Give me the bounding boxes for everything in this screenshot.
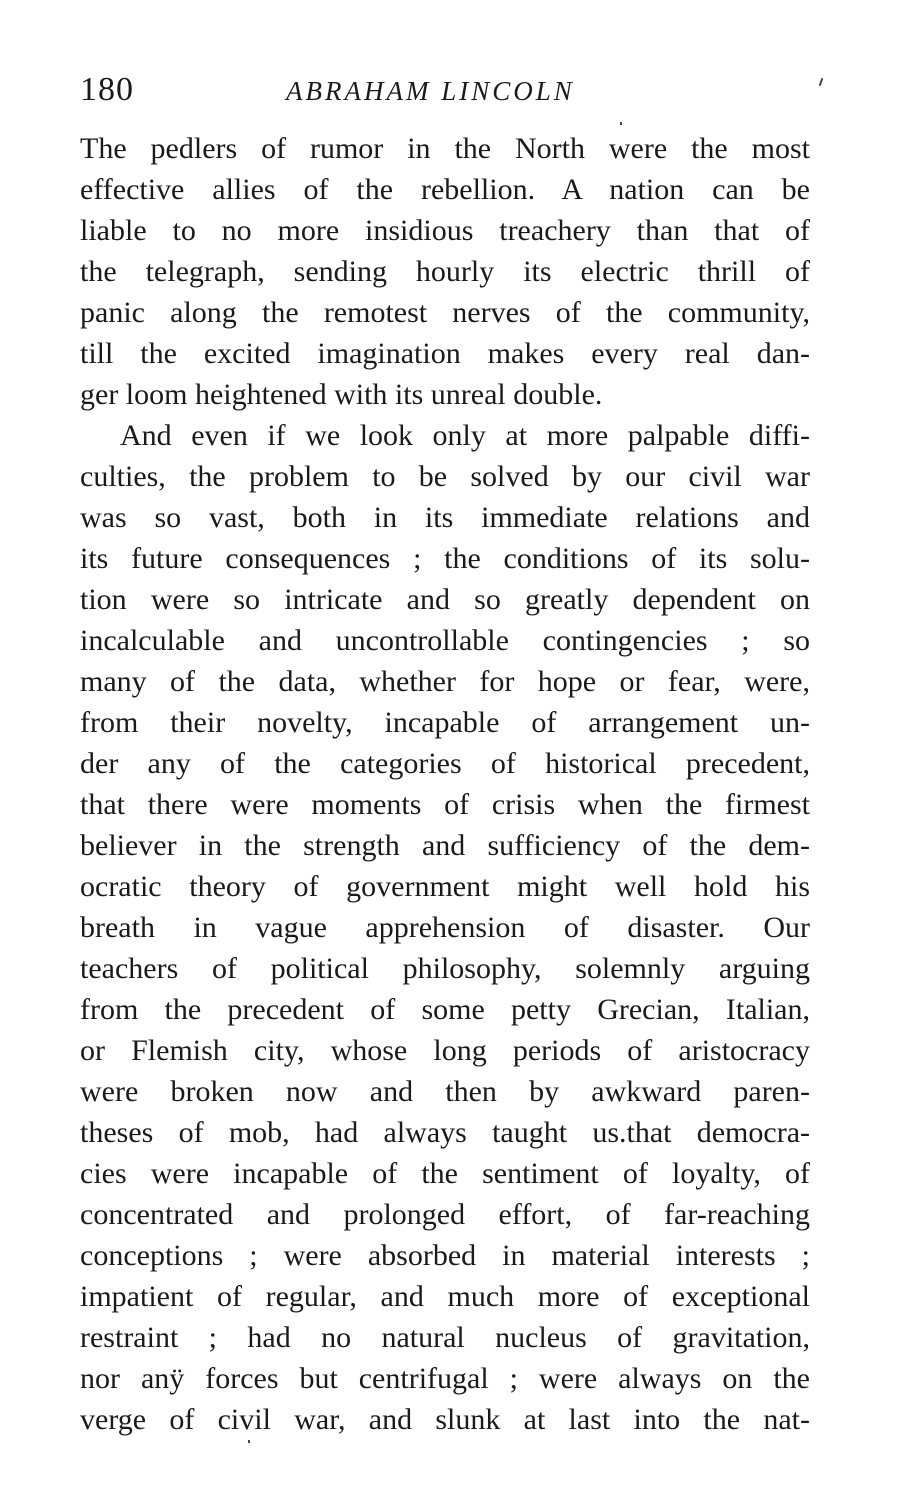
- text-line: theses of mob, had always taught us.that democra-: [80, 1116, 810, 1149]
- ink-speck: [620, 122, 622, 125]
- body-text: [80, 128, 810, 1440]
- text-line: its future consequences ; the conditions of its solu-: [80, 542, 810, 575]
- text-line: liable to no more insidious treachery than that of: [80, 214, 810, 247]
- text-line: from the precedent of some petty Grecian, Italian,: [80, 993, 810, 1026]
- text-line: ocratic theory of government might well hold his: [80, 870, 810, 903]
- text-line: concentrated and prolonged effort, of far-reaching: [80, 1198, 810, 1231]
- text-line: or Flemish city, whose long periods of aristocracy: [80, 1034, 810, 1067]
- page-header: [80, 70, 820, 114]
- page-number: 180: [80, 71, 134, 108]
- text-line: effective allies of the rebellion. A nation can be: [80, 173, 810, 206]
- text-line: culties, the problem to be solved by our civil war: [80, 460, 810, 493]
- text-line: till the excited imagination makes every real dan-: [80, 337, 810, 370]
- text-line: believer in the strength and sufficiency of the dem-: [80, 829, 810, 862]
- text-line: And even if we look only at more palpable diffi-: [120, 419, 810, 452]
- ink-speck: [248, 1440, 250, 1443]
- text-line: was so vast, both in its immediate relations and: [80, 501, 810, 534]
- text-line: many of the data, whether for hope or fear, were,: [80, 665, 810, 698]
- text-line: verge of civil war, and slunk at last into the nat-: [80, 1403, 810, 1436]
- text-line: teachers of political philosophy, solemnly arguing: [80, 952, 810, 985]
- text-line: incalculable and uncontrollable contingencies ; so: [80, 624, 810, 657]
- text-line: tion were so intricate and so greatly dependent on: [80, 583, 810, 616]
- text-line: nor anÿ forces but centrifugal ; were always on the: [80, 1362, 810, 1395]
- running-title: ABRAHAM LINCOLN: [286, 76, 575, 106]
- text-line: impatient of regular, and much more of exceptional: [80, 1280, 810, 1313]
- text-line: were broken now and then by awkward paren-: [80, 1075, 810, 1108]
- text-line: cies were incapable of the sentiment of loyalty, of: [80, 1157, 810, 1190]
- paragraph: [80, 415, 810, 1440]
- text-line: The pedlers of rumor in the North were the most: [80, 132, 810, 165]
- text-line: from their novelty, incapable of arrangement un-: [80, 706, 810, 739]
- text-line: panic along the remotest nerves of the community,: [80, 296, 810, 329]
- text-line: that there were moments of crisis when the firmest: [80, 788, 810, 821]
- text-line: ger loom heightened with its unreal double.: [80, 378, 603, 411]
- text-line: the telegraph, sending hourly its electric thrill of: [80, 255, 810, 288]
- text-line: conceptions ; were absorbed in material interests ;: [80, 1239, 810, 1272]
- text-line: der any of the categories of historical precedent,: [80, 747, 810, 780]
- paragraph: [80, 128, 810, 415]
- text-line: breath in vague apprehension of disaster. Our: [80, 911, 810, 944]
- text-line: restraint ; had no natural nucleus of gravitation,: [80, 1321, 810, 1354]
